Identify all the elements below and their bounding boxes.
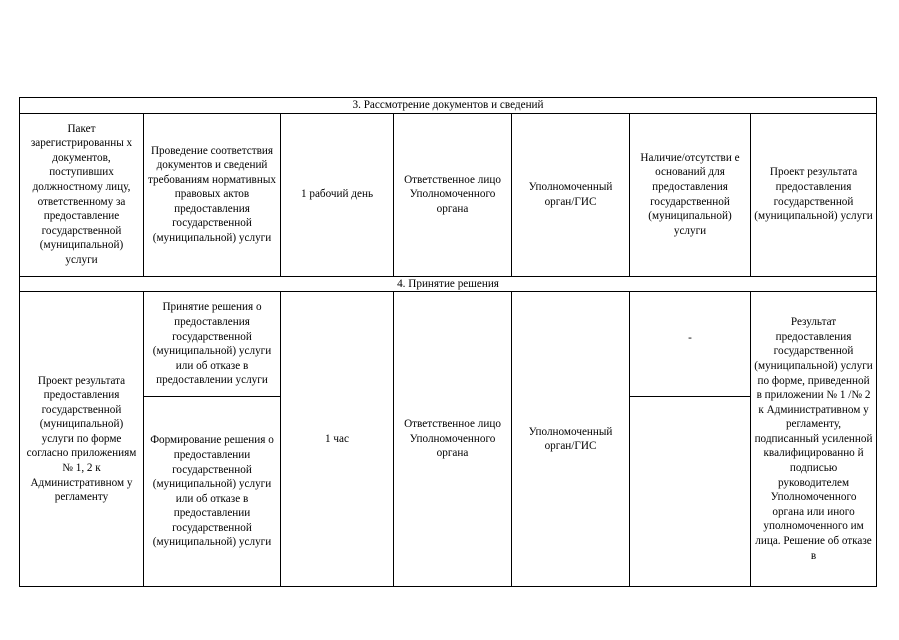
s3-duration: 1 рабочий день [281,113,394,276]
s4-procedure-a: Принятие решения о предоставления государственной (муниципальной) услуги или об отказе в предоставлении услуги [144,292,281,397]
s4-duration: 1 час [281,292,394,587]
s3-procedure: Проведение соответствия документов и сведений требованиям нормативных правовых актов предоставления государственной (муниципальной) услуги [144,113,281,276]
s4-criteria-a [630,292,751,397]
s4-place: Уполномоченный орган/ГИС [512,292,630,587]
section-3-row [20,113,877,276]
section-3-header-row [20,98,877,114]
s3-place: Уполномоченный орган/ГИС [512,113,630,276]
s4-criteria-a-value: - [688,331,692,344]
s3-result: Проект результата предоставления государственной (муниципальной) услуги [751,113,877,276]
procedure-table [19,97,877,587]
s4-procedure-b: Формирование решения о предоставлении государственной (муниципальной) услуги или об отказе в предоставлении государственной (муниципальной) услуги [144,397,281,587]
s3-input-documents: Пакет зарегистрированны х документов, поступивших должностному лицу, ответственному за предоставление государственной (муниципальной) услуги [20,113,144,276]
section-3-title: 3. Рассмотрение документов и сведений [20,98,877,114]
s3-criteria: Наличие/отсутстви е оснований для предоставления государственной (муниципальной) услуги [630,113,751,276]
s4-responsible: Ответственное лицо Уполномоченного органа [394,292,512,587]
s4-result: Результат предоставления государственной (муниципальной) услуги по форме, приведенной в приложении № 1 /№ 2 к Административном у регламенту, подписанный усиленной квалифицированно й подписью руководителем Уполномоченного органа или иного уполномоченного им лица. Решение об отказе в [751,292,877,587]
section-4-header-row [20,276,877,292]
section-4-title: 4. Принятие решения [20,276,877,292]
s4-criteria-b [630,397,751,587]
section-4-row-a [20,292,877,397]
s3-responsible: Ответственное лицо Уполномоченного органа [394,113,512,276]
s4-input-documents: Проект результата предоставления государственной (муниципальной) услуги по форме согласно приложениям № 1, 2 к Административном у регламенту [20,292,144,587]
